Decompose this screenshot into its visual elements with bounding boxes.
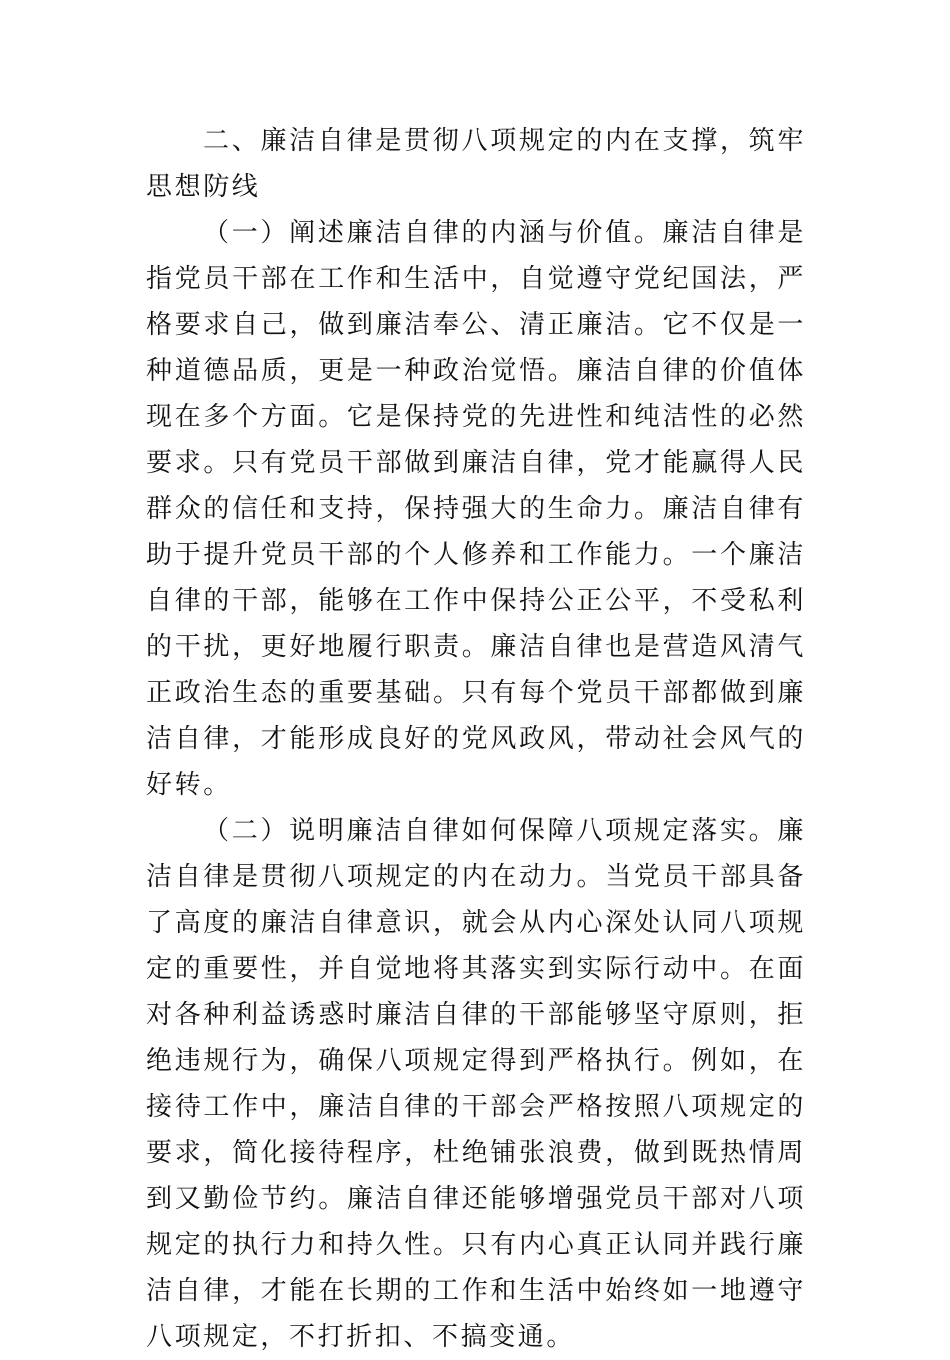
section-heading: 二、廉洁自律是贯彻八项规定的内在支撑，筑牢思想防线 <box>146 126 806 202</box>
document-body <box>146 118 806 1360</box>
paragraph-1: （一）阐述廉洁自律的内涵与价值。廉洁自律是指党员干部在工作和生活中，自觉遵守党纪国法，严格要求自己，做到廉洁奉公、清正廉洁。它不仅是一种道德品质，更是一种政治觉悟。廉洁自律的价值体现在多个方面。它是保持党的先进性和纯洁性的必然要求。只有党员干部做到廉洁自律，党才能赢得人民群众的信任和支持，保持强大的生命力。廉洁自律有助于提升党员干部的个人修养和工作能力。一个廉洁自律的干部，能够在工作中保持公正公平，不受私利的干扰，更好地履行职责。廉洁自律也是营造风清气正政治生态的重要基础。只有每个党员干部都做到廉洁自律，才能形成良好的党风政风，带动社会风气的好转。 <box>146 218 806 800</box>
paragraph-2: （二）说明廉洁自律如何保障八项规定落实。廉洁自律是贯彻八项规定的内在动力。当党员干部具备了高度的廉洁自律意识，就会从内心深处认同八项规定的重要性，并自觉地将其落实到实际行动中。在面对各种利益诱惑时廉洁自律的干部能够坚守原则，拒绝违规行为，确保八项规定得到严格执行。例如，在接待工作中，廉洁自律的干部会严格按照八项规定的要求，简化接待程序，杜绝铺张浪费，做到既热情周到又勤俭节约。廉洁自律还能够增强党员干部对八项规定的执行力和持久性。只有内心真正认同并践行廉洁自律，才能在长期的工作和生活中始终如一地遵守八项规定，不打折扣、不搞变通。 <box>146 816 806 1352</box>
